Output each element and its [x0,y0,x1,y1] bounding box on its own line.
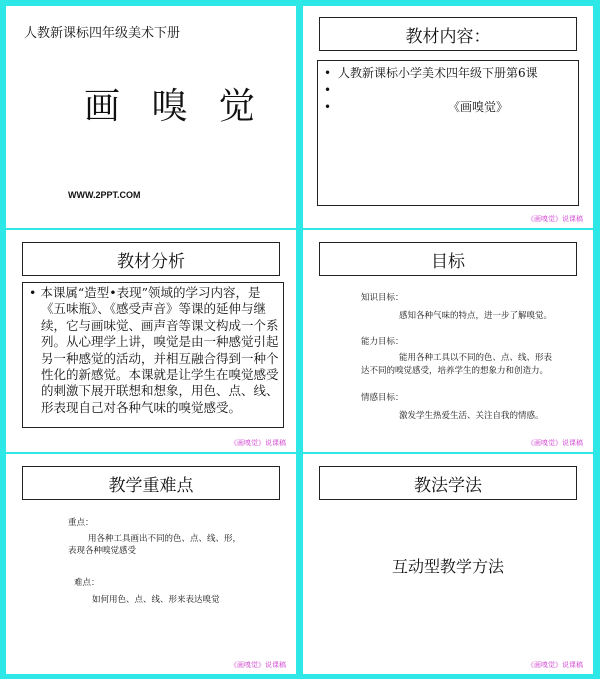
knowledge-text: 感知各种气味的特点，进一步了解嗅觉。 [399,311,553,321]
ability-text: 达不同的嗅觉感受，培养学生的想象力和创造力。 [361,366,549,376]
slide-heading: 教学重难点 [22,466,280,500]
slide-footer: 《画嗅觉》说课稿 [230,439,286,447]
analysis-paragraph: • 本课属“造型•表现”领域的学习内容，是《五味瓶》、《感受声音》等课的延伸与继续，它与画味觉、画声音等课文构成一个系列。从心理学上讲，嗅觉是由一种感觉引起另一种感觉的活动，并相互融合得到一种个性化的新感觉。本课就是让学生在嗅觉感受的刺激下展开联想和想象，用色、点、线、形表现自己对各种气味的嗅觉感受。 [22,282,284,428]
bullet-text: 《画嗅觉》 [448,100,509,114]
bullet-dot: • [324,100,332,114]
slide-content[interactable] [303,6,593,228]
slide-title[interactable] [6,6,296,228]
bullet-dot: • [324,66,332,80]
slide-heading: 教材分析 [22,242,280,276]
slide-key-points[interactable] [6,454,296,674]
bullet-text: 人教新课标小学美术四年级下册第6课 [338,66,538,80]
slide-heading: 目标 [319,242,577,276]
slide-main-title: 画 嗅 觉 [84,86,265,127]
slide-heading: 教法学法 [319,466,577,500]
bullet-line [324,82,572,99]
slide-footer: 《画嗅觉》说课稿 [527,215,583,223]
ability-text: 能用各种工具以不同的色、点、线、形表 [399,353,553,363]
content-box [317,60,579,206]
emotion-text: 激发学生热爱生活、关注自我的情感。 [399,411,544,421]
slide-goals[interactable] [303,230,593,452]
difficulty-label: 难点： [74,578,100,588]
bullet-dot: • [324,83,332,97]
slide-analysis[interactable] [6,230,296,452]
slide-footer: 《画嗅觉》说课稿 [230,661,286,669]
emotion-label: 情感目标： [361,393,404,403]
key-text: 表现各种嗅觉感受 [68,546,137,556]
slide-subtitle: 人教新课标四年级美术下册 [24,26,181,41]
website-label: WWW.2PPT.COM [68,190,141,200]
bullet-line [324,99,572,116]
knowledge-label: 知识目标： [361,293,404,303]
slide-heading: 教材内容： [319,17,577,51]
key-text: 用各种工具画出不同的色、点、线、形， [88,534,242,544]
difficulty-text: 如何用色、点、线、形来表达嗅觉 [92,595,220,605]
slide-methods[interactable] [303,454,593,674]
slide-footer: 《画嗅觉》说课稿 [527,439,583,447]
method-text: 互动型教学方法 [391,557,504,576]
bullet-line [324,65,572,82]
ability-label: 能力目标： [361,337,404,347]
key-label: 重点： [68,518,94,528]
slide-footer: 《画嗅觉》说课稿 [527,661,583,669]
